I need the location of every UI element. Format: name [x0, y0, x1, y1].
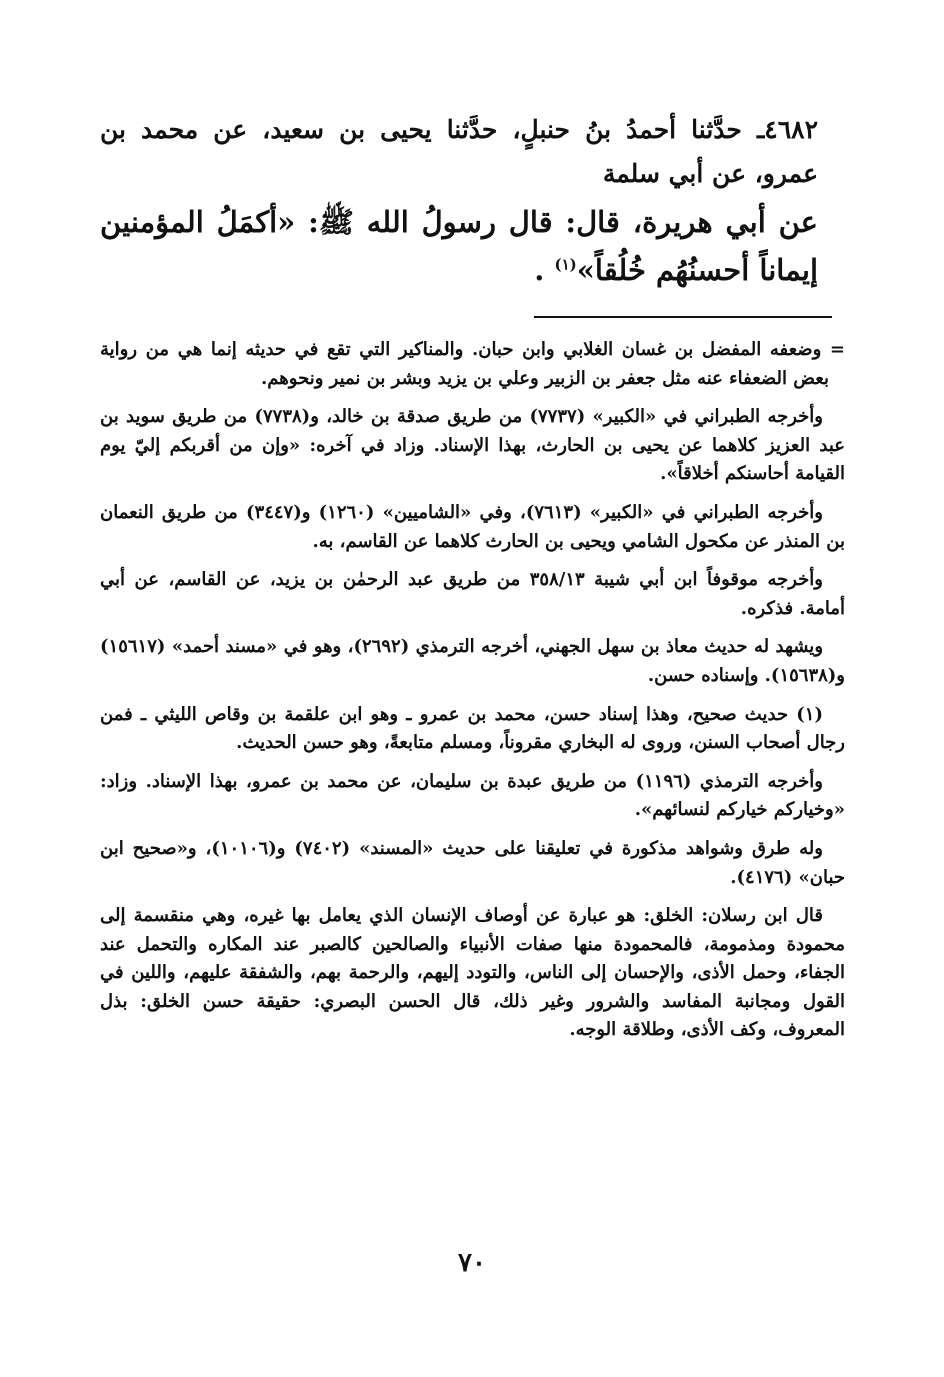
footnote-paragraph: وأخرجه موقوفاً ابن أبي شيبة ٣٥٨/١٣ من طريق عبد الرحمٰن بن يزيد، عن القاسم، عن أبي أمامة. فذكره. — [100, 569, 845, 619]
matn-end: . — [534, 253, 555, 287]
footnote-marker: (١) — [554, 255, 577, 274]
matn-intro: عن أبي هريرة، قال: قال رسولُ الله ﷺ: — [295, 205, 818, 239]
footnote-paragraph: وأخرجه الترمذي (١١٩٦) من طريق عبدة بن سليمان، عن محمد بن عمرو، بهذا الإسناد. وزاد: «وخياركم خياركم لنسائهم». — [100, 770, 845, 821]
footnote-paragraph: = وضعفه المفضل بن غسان الغلابي وابن حبان. والمناكير التي تقع في حديثه إنما هي من رواية بعض الضعفاء عنه مثل جعفر بن الزبير وعلي بن يزيد وبشر بن نمير ونحوهم. — [100, 339, 845, 389]
matn-quote: «أكمَلُ المؤمنين إيماناً أحسنُهُم خُلُقاً» — [100, 205, 818, 287]
footnote-paragraph: وله طرق وشواهد مذكورة في تعليقنا على حديث «المسند» (٧٤٠٢) و(١٠١٠٦)، و«صحيح ابن حبان» (٤١٧٦). — [100, 837, 845, 888]
footnote-paragraph: قال ابن رسلان: الخلق: هو عبارة عن أوصاف الإنسان الذي يعامل بها غيره، وهي منقسمة إلى محمودة ومذمومة، فالمحمودة منها صفات الأنبياء والصالحين كالصبر عند المكاره والتحمل عند الجفاء، وحمل الأذى، والإحسان إلى الناس، والتودد إليهم، والرحمة بهم، والشفقة عليهم، واللين في القول ومجانبة المفاسد والشرور وغير ذلك، قال الحسن البصري: حقيقة حسن الخلق: بذل المعروف، وكف الأذى، وطلاقة الوجه. — [100, 905, 845, 1041]
footnotes-block — [100, 336, 845, 1055]
hadith-matn — [100, 198, 818, 294]
hadith-isnad: ٤٦٨٢ـ حدَّثنا أحمدُ بنُ حنبلٍ، حدَّثنا يحيى بن سعيد، عن محمد بن عمرو، عن أبي سلمة — [100, 115, 818, 188]
footnote-paragraph: وأخرجه الطبراني في «الكبير» (٧٦١٣)، وفي «الشاميين» (١٢٦٠) و(٣٤٤٧) من طريق النعمان بن المنذر عن مكحول الشامي ويحيى بن الحارث كلاهما عن القاسم، به. — [100, 501, 845, 552]
footnote-paragraph: ويشهد له حديث معاذ بن سهل الجهني، أخرجه الترمذي (٢٦٩٢)، وهو في «مسند أحمد» (١٥٦١٧) و(١٥٦٣٨). وإسناده حسن. — [100, 636, 845, 686]
footnote-paragraph: (١) حديث صحيح، وهذا إسناد حسن، محمد بن عمرو ـ وهو ابن علقمة بن وقاص الليثي ـ فمن رجال أصحاب السنن، وروى له البخاري مقروناً، ومسلم متابعةً، وهو حسن الحديث. — [100, 703, 845, 754]
footnote-paragraph: وأخرجه الطبراني في «الكبير» (٧٧٣٧) من طريق صدقة بن خالد، و(٧٧٣٨) من طريق سويد بن عبد العزيز كلاهما عن يحيى بن الحارث، بهذا الإسناد. وزاد في آخره: «وإن من أقربكم إليّ يوم القيامة أحاسنكم أخلاقاً». — [100, 406, 845, 485]
footnote-separator — [534, 316, 832, 318]
page-number: ٧٠ — [458, 1248, 486, 1278]
